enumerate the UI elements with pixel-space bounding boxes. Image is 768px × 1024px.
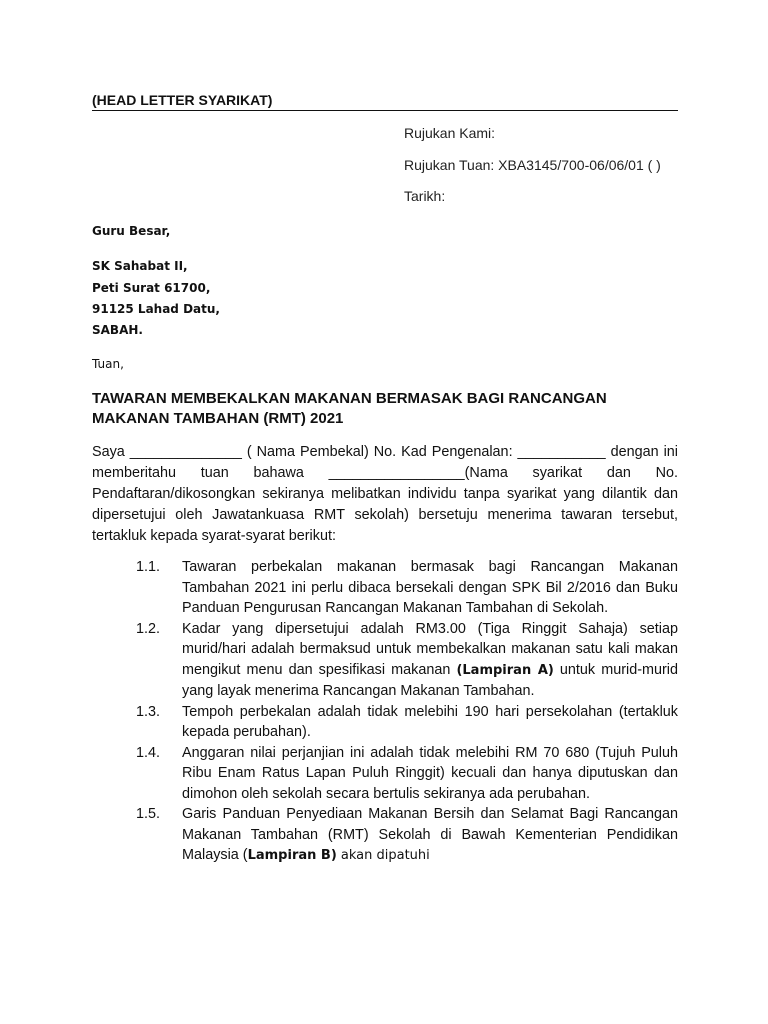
- lampiran-a-label: (Lampiran A): [456, 662, 554, 678]
- item-text: Tawaran perbekalan makanan bermasak bagi Rancangan Makanan Tambahan 2021 ini perlu dibaca bersekali dengan SPK Bil 2/2016 dan Buku Panduan Pengurusan Rancangan Makanan Tambahan di Sekolah.: [182, 559, 678, 616]
- rujukan-tuan: Rujukan Tuan: XBA3145/700-06/06/01 ( ): [404, 157, 661, 173]
- item-number: 1.5.: [136, 806, 161, 822]
- lampiran-b-label: Lampiran B): [247, 848, 337, 863]
- address-line: SABAH.: [92, 323, 143, 337]
- conditions-list: [92, 557, 678, 867]
- list-item: [92, 619, 678, 702]
- item-text-part: akan dipatuhi: [336, 848, 430, 863]
- head-letter-title: (HEAD LETTER SYARIKAT): [92, 92, 678, 111]
- address-line: 91125 Lahad Datu,: [92, 302, 220, 316]
- rujukan-kami: Rujukan Kami:: [404, 125, 496, 141]
- item-text: Anggaran nilai perjanjian ini adalah tidak melebihi RM 70 680 (Tujuh Puluh Ribu Enam Ratus Lapan Puluh Ringgit) kecuali dan hanya diputuskan dan dimohon oleh sekolah secara bertulis sekiranya ada perubahan.: [182, 744, 678, 802]
- intro-paragraph: Saya ______________ ( Nama Pembekal) No. Kad Pengenalan: ___________ dengan ini memberitahu tuan bahawa _________________(Nama syarikat dan No. Pendaftaran/dikosongkan sekiranya melibatkan individu tanpa syarikat yang dilantik dan dipersetujui oleh Jawatankuasa RMT sekolah) bersetuju menerima tawaran tersebut, tertakluk kepada syarat-syarat berikut:: [92, 444, 678, 544]
- item-text-part: Garis Panduan Penyediaan Makanan Bersih dan Selamat Bagi Rancangan Makanan Tambahan (RMT) Sekolah di Bawah Kementerian Pendidikan Malaysia (: [182, 806, 678, 863]
- list-item: [92, 702, 678, 743]
- item-number: 1.3.: [136, 703, 161, 720]
- item-text: [182, 619, 678, 702]
- address-line: SK Sahabat II,: [92, 259, 188, 273]
- item-number: 1.4.: [136, 744, 161, 761]
- list-item: [92, 743, 678, 805]
- item-number: 1.2.: [136, 620, 161, 637]
- item-number: 1.1.: [136, 559, 161, 575]
- recipient-title: Guru Besar,: [92, 224, 171, 238]
- list-item: [92, 804, 678, 867]
- letter-subject: TAWARAN MEMBEKALKAN MAKANAN BERMASAK BAGI RANCANGAN MAKANAN TAMBAHAN (RMT) 2021: [92, 390, 607, 427]
- list-item: [92, 557, 678, 619]
- greeting: Tuan,: [92, 357, 124, 371]
- item-text-part: Kadar yang dipersetujui adalah RM3.00 (Tiga Ringgit Sahaja) setiap murid/hari adalah bermaksud untuk membekalkan makanan satu kali makan mengikut menu dan spesifikasi makanan: [182, 620, 678, 678]
- item-text: Tempoh perbekalan adalah tidak melebihi 190 hari persekolahan (tertakluk kepada perubahan).: [182, 703, 678, 740]
- tarikh: Tarikh:: [404, 188, 446, 204]
- item-text-part: untuk murid-murid yang layak menerima Rancangan Makanan Tambahan.: [182, 661, 678, 699]
- address-line: Peti Surat 61700,: [92, 281, 211, 295]
- item-text: [182, 804, 678, 867]
